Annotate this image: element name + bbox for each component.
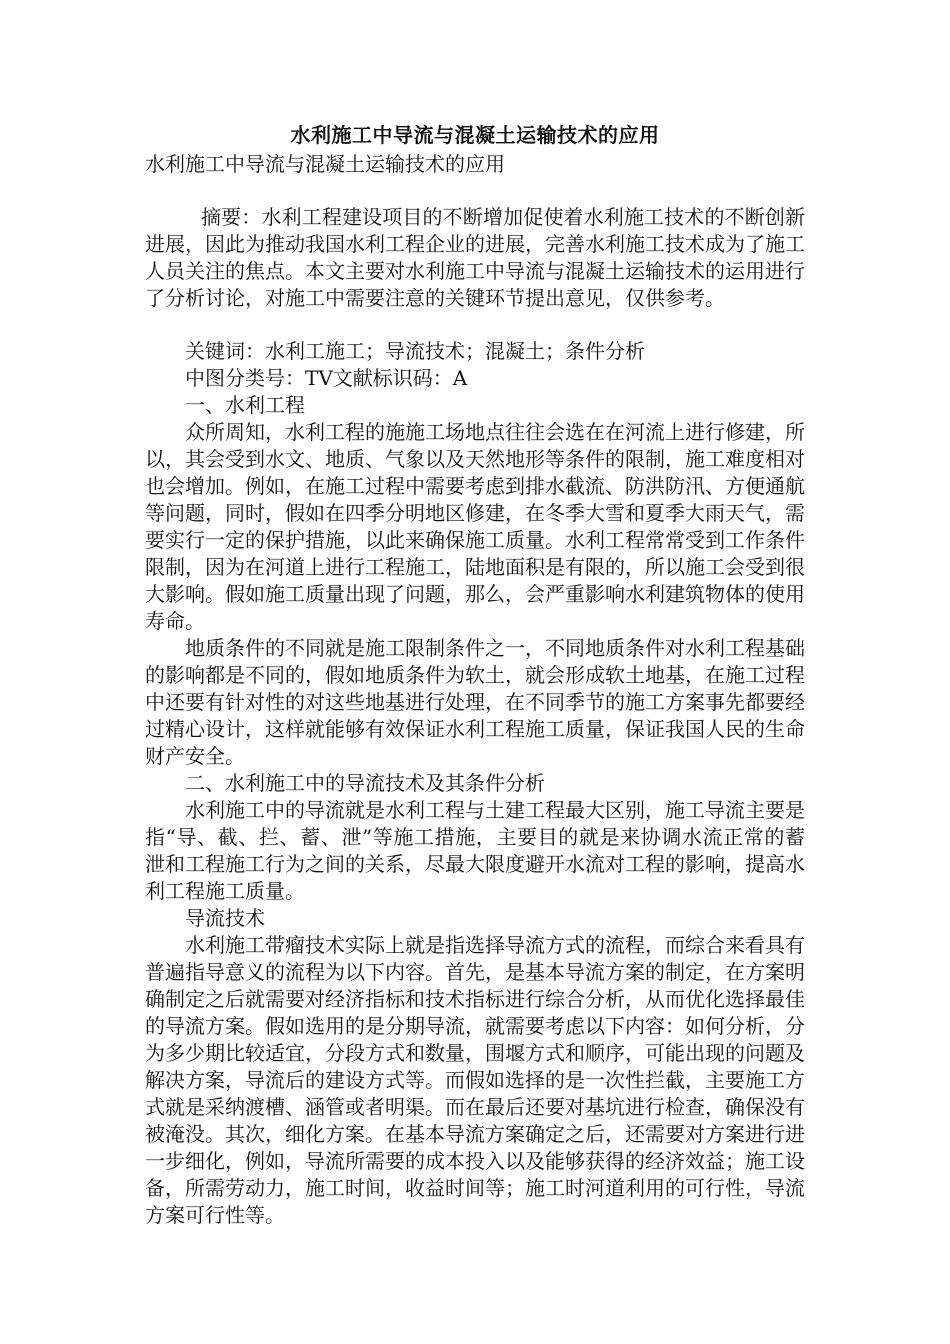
document-page bbox=[145, 120, 805, 1229]
keywords-line: 关键词：水利工施工；导流技术；混凝土；条件分析 bbox=[185, 339, 645, 363]
section2-paragraph-1: 水利施工中的导流就是水利工程与土建工程最大区别，施工导流主要是指“导、截、拦、蓄、泄”等施工措施，主要目的就是来协调水流正常的蓄泄和工程施工行为之间的关系，尽最大限度避开水流对工程的影响，提高水利工程施工质量。 bbox=[145, 798, 805, 903]
subsection-heading: 导流技术 bbox=[185, 906, 265, 930]
document-subtitle: 水利施工中导流与混凝土运输技术的应用 bbox=[145, 152, 505, 176]
section2-heading: 二、水利施工中的导流技术及其条件分析 bbox=[185, 771, 545, 795]
classification-line: 中图分类号：TV文献标识码：A bbox=[185, 366, 468, 390]
abstract-paragraph: 摘要：水利工程建设项目的不断增加促使着水利施工技术的不断创新进展，因此为推动我国水利工程企业的进展，完善水利施工技术成为了施工人员关注的焦点。本文主要对水利施工中导流与混凝土运输技术的运用进行了分析讨论，对施工中需要注意的关键环节提出意见，仅供参考。 bbox=[145, 205, 805, 310]
section1-paragraph-1: 众所周知，水利工程的施施工场地点往往会选在在河流上进行修建，所以，其会受到水文、地质、气象以及天然地形等条件的限制，施工难度相对也会增加。例如，在施工过程中需要考虑到排水截流、防洪防汛、方便通航等问题，同时，假如在四季分明地区修建，在冬季大雪和夏季大雨天气，需要实行一定的保护措施，以此来确保施工质量。水利工程常常受到工作条件限制，因为在河道上进行工程施工，陆地面积是有限的，所以施工会受到很大影响。假如施工质量出现了问题，那么，会严重影响水利建筑物体的使用寿命。 bbox=[145, 420, 805, 633]
subsection-paragraph-1: 水利施工带瘤技术实际上就是指选择导流方式的流程，而综合来看具有普遍指导意义的流程为以下内容。首先，是基本导流方案的制定，在方案明确制定之后就需要对经济指标和技术指标进行综合分析，从而优化选择最佳的导流方案。假如选用的是分期导流，就需要考虑以下内容：如何分析，分为多少期比较适宜，分段方式和数量，围堰方式和顺序，可能出现的问题及解决方案，导流后的建设方式等。而假如选择的是一次性拦截，主要施工方式就是采纳渡槽、涵管或者明渠。而在最后还要对基坑进行检查，确保没有被淹没。其次，细化方案。在基本导流方案确定之后，还需要对方案进行进一步细化，例如，导流所需要的成本投入以及能够获得的经济效益；施工设备，所需劳动力，施工时间，收益时间等；施工时河道利用的可行性，导流方案可行性等。 bbox=[145, 933, 805, 1227]
section1-paragraph-2: 地质条件的不同就是施工限制条件之一，不同地质条件对水利工程基础的影响都是不同的，假如地质条件为软土，就会形成软土地基，在施工过程中还要有针对性的对这些地基进行处理，在不同季节的施工方案事先都要经过精心设计，这样就能够有效保证水利工程施工质量，保证我国人民的生命财产安全。 bbox=[145, 636, 805, 768]
document-title: 水利施工中导流与混凝土运输技术的应用 bbox=[290, 123, 660, 147]
section1-heading: 一、水利工程 bbox=[185, 393, 305, 417]
